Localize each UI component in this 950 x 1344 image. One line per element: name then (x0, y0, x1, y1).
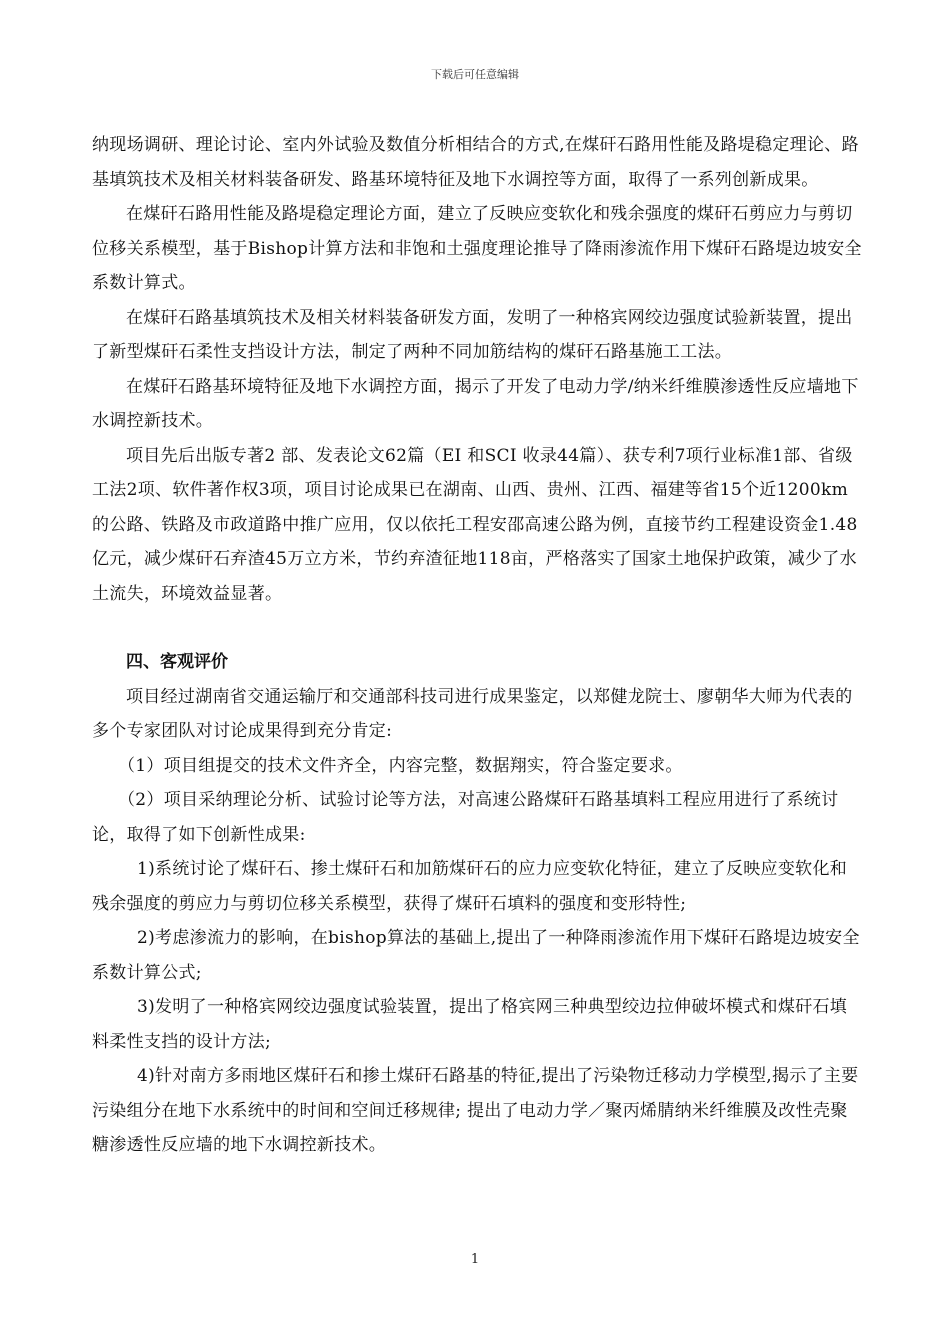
list-item: 4)针对南方多雨地区煤矸石和掺土煤矸石路基的特征,提出了污染物迁移动力学模型,揭示了主要污染组分在地下水系统中的时间和空间迁移规律; 提出了电动力学／聚丙烯腈纳米纤维膜及改性壳聚糖渗透性反应墙的地下水调控新技术。 (92, 1066, 859, 1155)
paragraph: 在煤矸石路基环境特征及地下水调控方面，揭示了开发了电动力学/纳米纤维膜渗透性反应墙地下水调控新技术。 (92, 376, 859, 431)
paragraph: 纳现场调研、理论讨论、室内外试验及数值分析相结合的方式,在煤矸石路用性能及路堤稳定理论、路基填筑技术及相关材料装备研发、路基环境特征及地下水调控等方面，取得了一系列创新成果。 (92, 135, 859, 190)
section-spacer (92, 611, 862, 645)
list-item: 3)发明了一种格宾网绞边强度试验装置，提出了格宾网三种典型绞边拉伸破坏模式和煤矸石填料柔性支挡的设计方法; (92, 997, 848, 1052)
paragraph: 项目经过湖南省交通运输厅和交通部科技司进行成果鉴定，以郑健龙院士、廖朝华大师为代表的多个专家团队对讨论成果得到充分肯定: (92, 686, 853, 741)
list-item: 1)系统讨论了煤矸石、掺土煤矸石和加筋煤矸石的应力应变软化特征，建立了反映应变软化和残余强度的剪应力与剪切位移关系模型，获得了煤矸石填料的强度和变形特性; (92, 859, 848, 914)
page-number: 1 (470, 1252, 480, 1267)
list-item: 2)考虑渗流力的影响，在bishop算法的基础上,提出了一种降雨渗流作用下煤矸石路堤边坡安全系数计算公式; (92, 928, 860, 983)
document-body (92, 128, 862, 1163)
list-item: （1）项目组提交的技术文件齐全，内容完整，数据翔实，符合鉴定要求。 (118, 755, 683, 776)
list-item: （2）项目采纳理论分析、试验讨论等方法，对高速公路煤矸石路基填料工程应用进行了系统讨论，取得了如下创新性成果: (92, 790, 839, 845)
paragraph: 在煤矸石路用性能及路堤稳定理论方面，建立了反映应变软化和残余强度的煤矸石剪应力与剪切位移关系模型，基于Bishop计算方法和非饱和土强度理论推导了降雨渗流作用下煤矸石路堤边坡安全系数计算式。 (92, 204, 862, 293)
paragraph: 在煤矸石路基填筑技术及相关材料装备研发方面，发明了一种格宾网绞边强度试验新装置，提出了新型煤矸石柔性支挡设计方法，制定了两种不同加筋结构的煤矸石路基施工工法。 (92, 307, 853, 362)
paragraph: 项目先后出版专著2 部、发表论文62篇（EI 和SCI 收录44篇）、获专利7项行业标准1部、省级工法2项、软件著作权3项，项目讨论成果已在湖南、山西、贵州、江西、福建等省15个近1200km的公路、铁路及市政道路中推广应用，仅以依托工程安邵高速公路为例，直接节约工程建设资金1.48亿元，减少煤矸石弃渣45万立方米，节约弃渣征地118亩，严格落实了国家土地保护政策，减少了水土流失，环境效益显著。 (92, 445, 858, 604)
page-header: 下载后可任意编辑 (431, 68, 519, 81)
section-heading: 四、客观评价 (126, 652, 228, 672)
